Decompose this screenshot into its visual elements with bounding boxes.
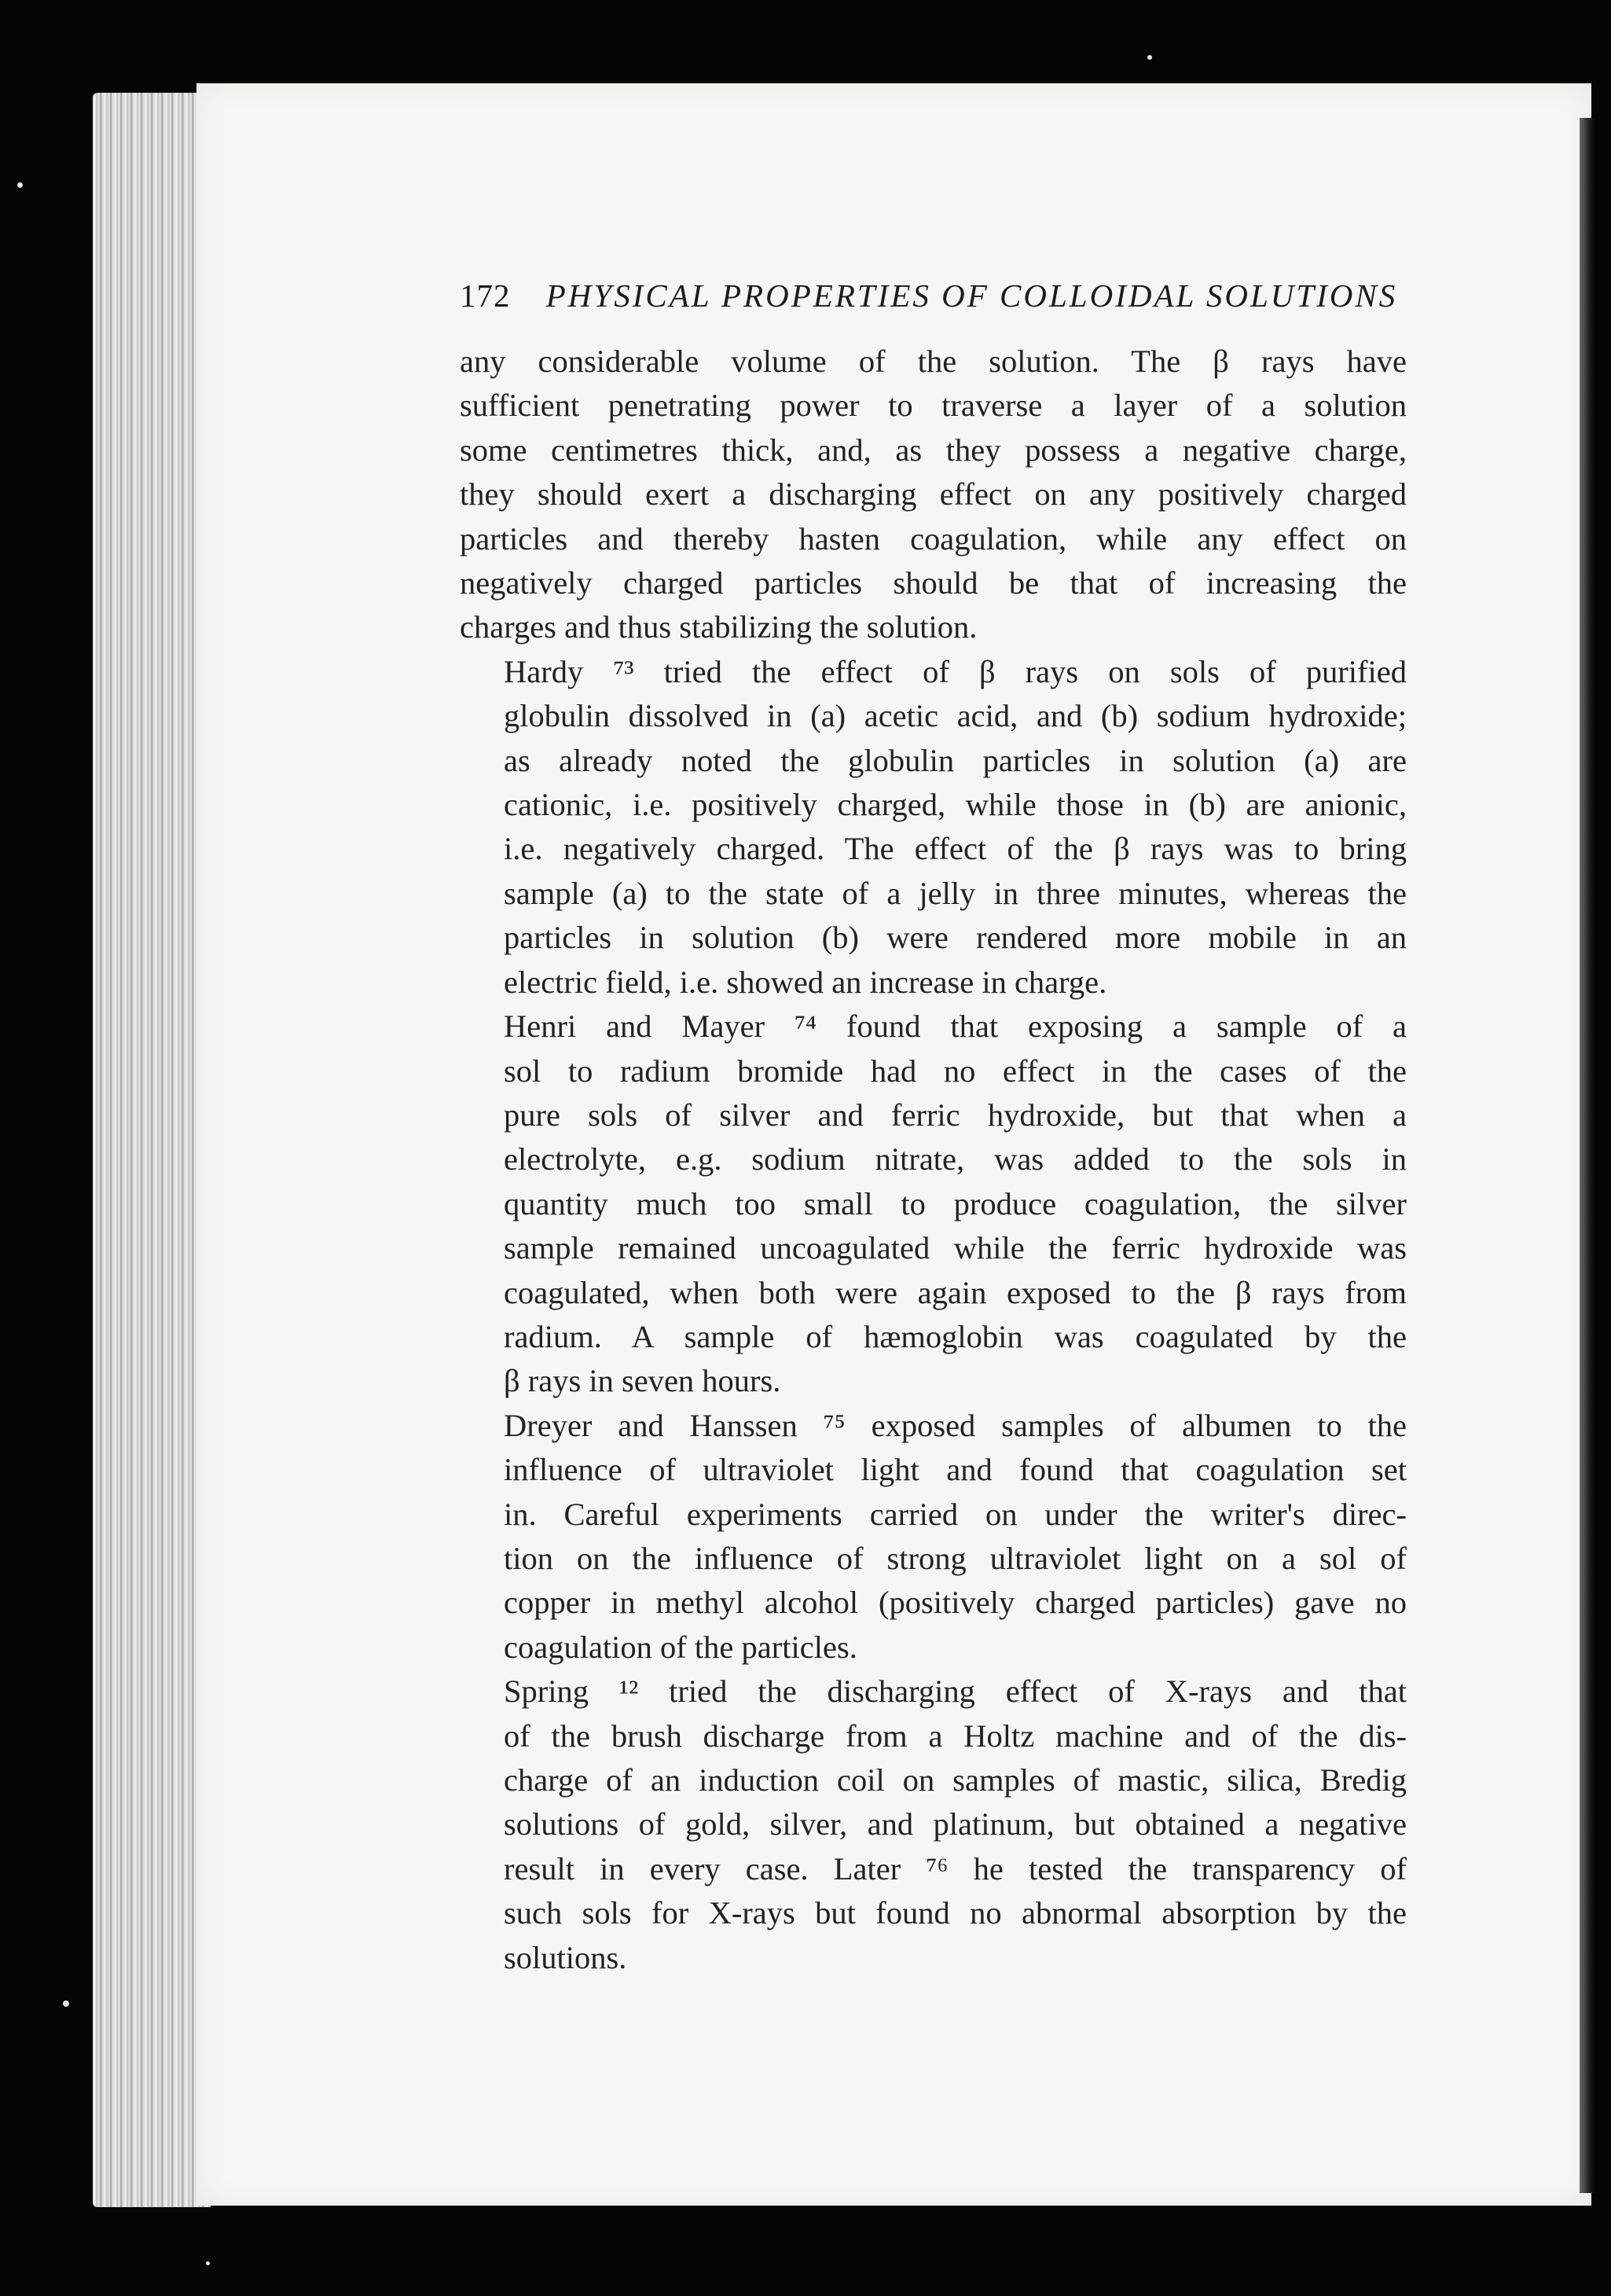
- text-line: sample remained uncoagulated while the ferric hydroxide was: [504, 1230, 1407, 1266]
- page-number: 172: [460, 277, 511, 314]
- text-line: of the brush discharge from a Holtz machine and of the dis-: [504, 1717, 1407, 1754]
- text-line: negatively charged particles should be that of increasing the: [460, 565, 1407, 601]
- text-line: tion on the influence of strong ultraviolet light on a sol of: [504, 1540, 1407, 1576]
- text-line: charge of an induction coil on samples of mastic, silica, Bredig: [504, 1762, 1407, 1798]
- text-line: any considerable volume of the solution. The β rays have: [460, 343, 1407, 379]
- text-line: result in every case. Later ⁷⁶ he tested the transparency of: [504, 1850, 1407, 1886]
- text-line: Dreyer and Hanssen ⁷⁵ exposed samples of albumen to the: [504, 1407, 1407, 1443]
- paragraph: [460, 340, 1407, 650]
- text-line: Hardy ⁷³ tried the effect of β rays on sols of purified: [504, 653, 1407, 689]
- text-line: influence of ultraviolet light and found that coagulation set: [504, 1452, 1407, 1488]
- text-line: electric field, i.e. showed an increase in charge.: [504, 964, 1107, 1000]
- text-line: cationic, i.e. positively charged, while those in (b) are anionic,: [504, 787, 1407, 823]
- paragraph: [460, 1404, 1407, 1670]
- paragraph: [460, 1670, 1407, 1980]
- text-line: charges and thus stabilizing the solution.: [460, 609, 978, 645]
- text-line: sol to radium bromide had no effect in the cases of the: [504, 1052, 1407, 1089]
- text-line: i.e. negatively charged. The effect of the β rays was to bring: [504, 831, 1407, 867]
- text-line: particles and thereby hasten coagulation, while any effect on: [460, 520, 1407, 557]
- text-line: Henri and Mayer ⁷⁴ found that exposing a sample of a: [504, 1008, 1407, 1045]
- text-line: electrolyte, e.g. sodium nitrate, was added to the sols in: [504, 1141, 1407, 1177]
- text-line: solutions of gold, silver, and platinum, but obtained a negative: [504, 1806, 1407, 1842]
- page-header: [460, 277, 1415, 316]
- dust-speck: [17, 182, 23, 188]
- paragraph: [460, 1005, 1407, 1404]
- dust-speck: [63, 2000, 69, 2007]
- text-line: in. Careful experiments carried on under the writer's direc-: [504, 1496, 1407, 1532]
- text-line: copper in methyl alcohol (positively charged particles) gave no: [504, 1585, 1407, 1621]
- text-line: solutions.: [504, 1939, 627, 1975]
- text-line: β rays in seven hours.: [504, 1363, 781, 1399]
- text-line: some centimetres thick, and, as they possess a negative charge,: [460, 432, 1407, 468]
- text-line: sample (a) to the state of a jelly in three minutes, whereas the: [504, 875, 1407, 911]
- text-line: radium. A sample of hæmoglobin was coagulated by the: [504, 1318, 1407, 1354]
- page-edges: [93, 93, 211, 2207]
- text-line: they should exert a discharging effect on any positively charged: [460, 476, 1407, 512]
- text-line: globulin dissolved in (a) acetic acid, and (b) sodium hydroxide;: [504, 698, 1407, 734]
- text-line: particles in solution (b) were rendered more mobile in an: [504, 920, 1407, 956]
- body-text: [460, 340, 1407, 1980]
- dust-speck: [1147, 55, 1152, 60]
- text-line: sufficient penetrating power to traverse a layer of a solution: [460, 388, 1407, 424]
- dust-speck: [206, 2261, 210, 2265]
- text-line: pure sols of silver and ferric hydroxide, but that when a: [504, 1097, 1407, 1133]
- text-line: coagulated, when both were again exposed to the β rays from: [504, 1274, 1407, 1310]
- text-line: coagulation of the particles.: [504, 1629, 857, 1665]
- running-head: PHYSICAL PROPERTIES OF COLLOIDAL SOLUTIONS: [545, 277, 1398, 314]
- text-line: Spring ¹² tried the discharging effect of X-rays and that: [504, 1673, 1407, 1710]
- text-line: quantity much too small to produce coagulation, the silver: [504, 1185, 1407, 1221]
- binding-edge: [1580, 118, 1597, 2193]
- paragraph: [460, 650, 1407, 1005]
- text-line: such sols for X-rays but found no abnormal absorption by the: [504, 1895, 1407, 1931]
- text-line: as already noted the globulin particles in solution (a) are: [504, 742, 1407, 778]
